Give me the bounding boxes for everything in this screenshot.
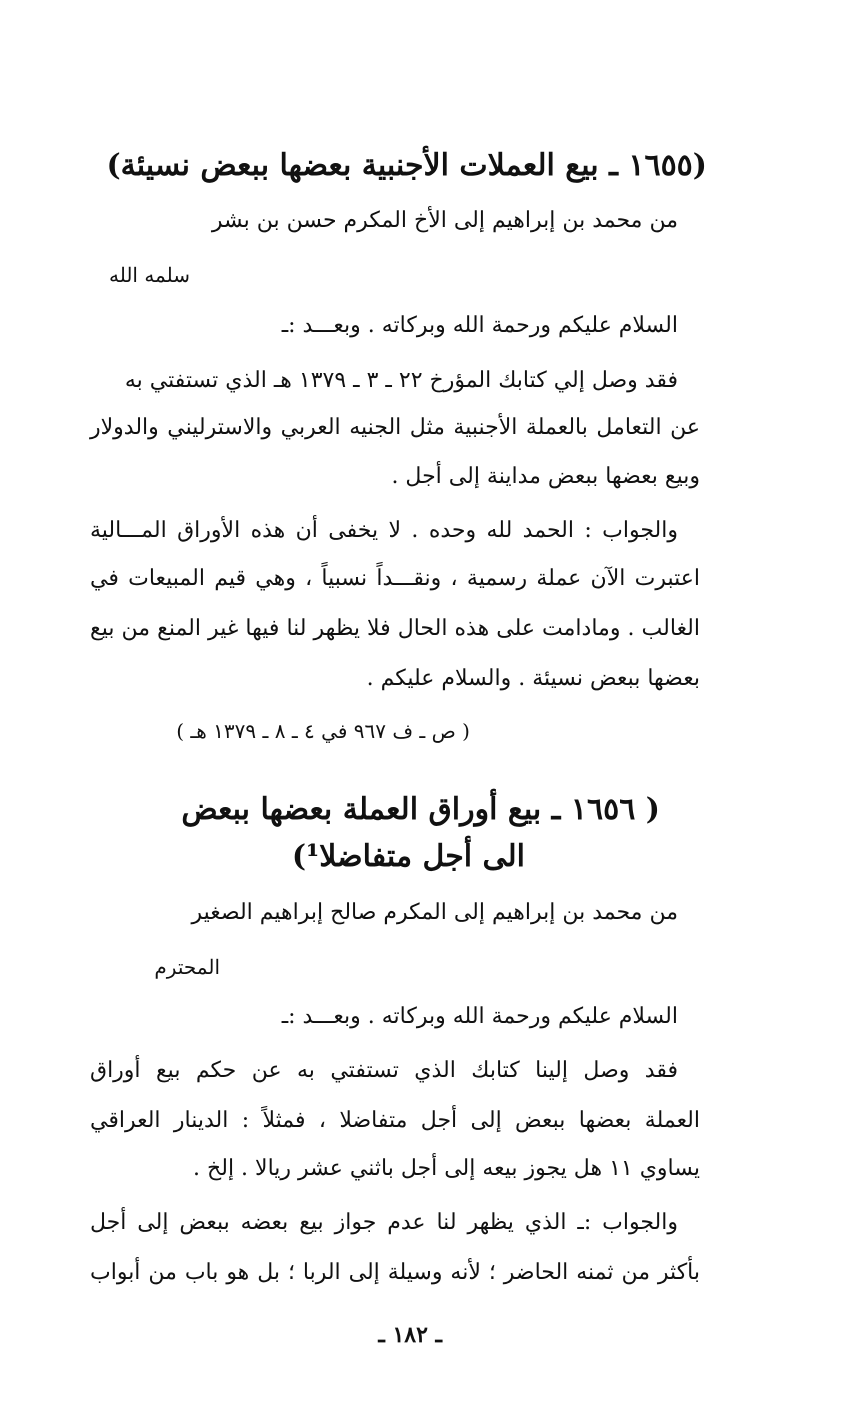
- page-number: ـ ١٨٢ ـ: [378, 1322, 442, 1348]
- section-1655-heading: (١٦٥٥ ـ بيع العملات الأجنبية بعضها ببعض نسيئة): [106, 148, 707, 183]
- section-1655-question-line-2: عن التعامل بالعملة الأجنبية مثل الجنيه العربي والاسترليني والدولار: [90, 415, 700, 440]
- section-1655-answer-line-4: بعضها ببعض نسيئة . والسلام عليكم .: [366, 666, 700, 691]
- section-1656-from-line: من محمد بن إبراهيم إلى المكرم صالح إبراهيم الصغير: [191, 900, 678, 925]
- section-1655-greeting: السلام عليكم ورحمة الله وبركاته . وبعـــد :ـ: [281, 313, 678, 338]
- section-1655-salutation: سلمه الله: [108, 263, 190, 287]
- section-1655-answer-line-2: اعتبرت الآن عملة رسمية ، ونقـــداً نسبياً ، وهي قيم المبيعات في: [90, 566, 700, 591]
- section-1656-question-line-3: يساوي ١١ هل يجوز بيعه إلى أجل باثني عشر ريالا . إلخ .: [193, 1156, 700, 1181]
- section-1655-question-line-1: فقد وصل إلي كتابك المؤرخ ٢٢ ـ ٣ ـ ١٣٧٩ هـ الذي تستفتي به: [124, 368, 678, 393]
- section-1656-question-line-1: فقد وصل إلينا كتابك الذي تستفتي به عن حكم بيع أوراق: [90, 1058, 678, 1083]
- section-1655-answer-line-1: والجواب : الحمد لله وحده . لا يخفى أن هذه الأوراق المـــالية: [90, 518, 678, 543]
- section-1655-question-line-3: وبيع بعضها ببعض مداينة إلى أجل .: [391, 464, 700, 489]
- section-1656-question-line-2: العملة بعضها ببعض إلى أجل متفاضلا ، فمثلاً : الدينار العراقي: [90, 1108, 700, 1133]
- section-1655-reference: ( ص ـ ف ٩٦٧ في ٤ ـ ٨ ـ ١٣٧٩ هـ ): [176, 719, 470, 743]
- section-1656-answer-line-1: والجواب :ـ الذي يظهر لنا عدم جواز بيع بعضه ببعض إلى أجل: [90, 1210, 678, 1235]
- section-1655-from-line: من محمد بن إبراهيم إلى الأخ المكرم حسن بن بشر: [211, 208, 678, 233]
- section-1656-heading-line-2: الى أجل متفاضلا¹): [291, 839, 525, 874]
- section-1656-salutation: المحترم: [154, 955, 220, 979]
- section-1656-answer-line-2: بأكثر من ثمنه الحاضر ؛ لأنه وسيلة إلى الربا ؛ بل هو باب من أبواب: [90, 1260, 700, 1285]
- section-1656-greeting: السلام عليكم ورحمة الله وبركاته . وبعـــد :ـ: [281, 1004, 678, 1029]
- section-1655-answer-line-3: الغالب . ومادامت على هذه الحال فلا يظهر لنا فيها غير المنع من بيع: [90, 616, 700, 641]
- section-1656-heading-line-1: ( ١٦٥٦ ـ بيع أوراق العملة بعضها ببعض: [181, 792, 660, 827]
